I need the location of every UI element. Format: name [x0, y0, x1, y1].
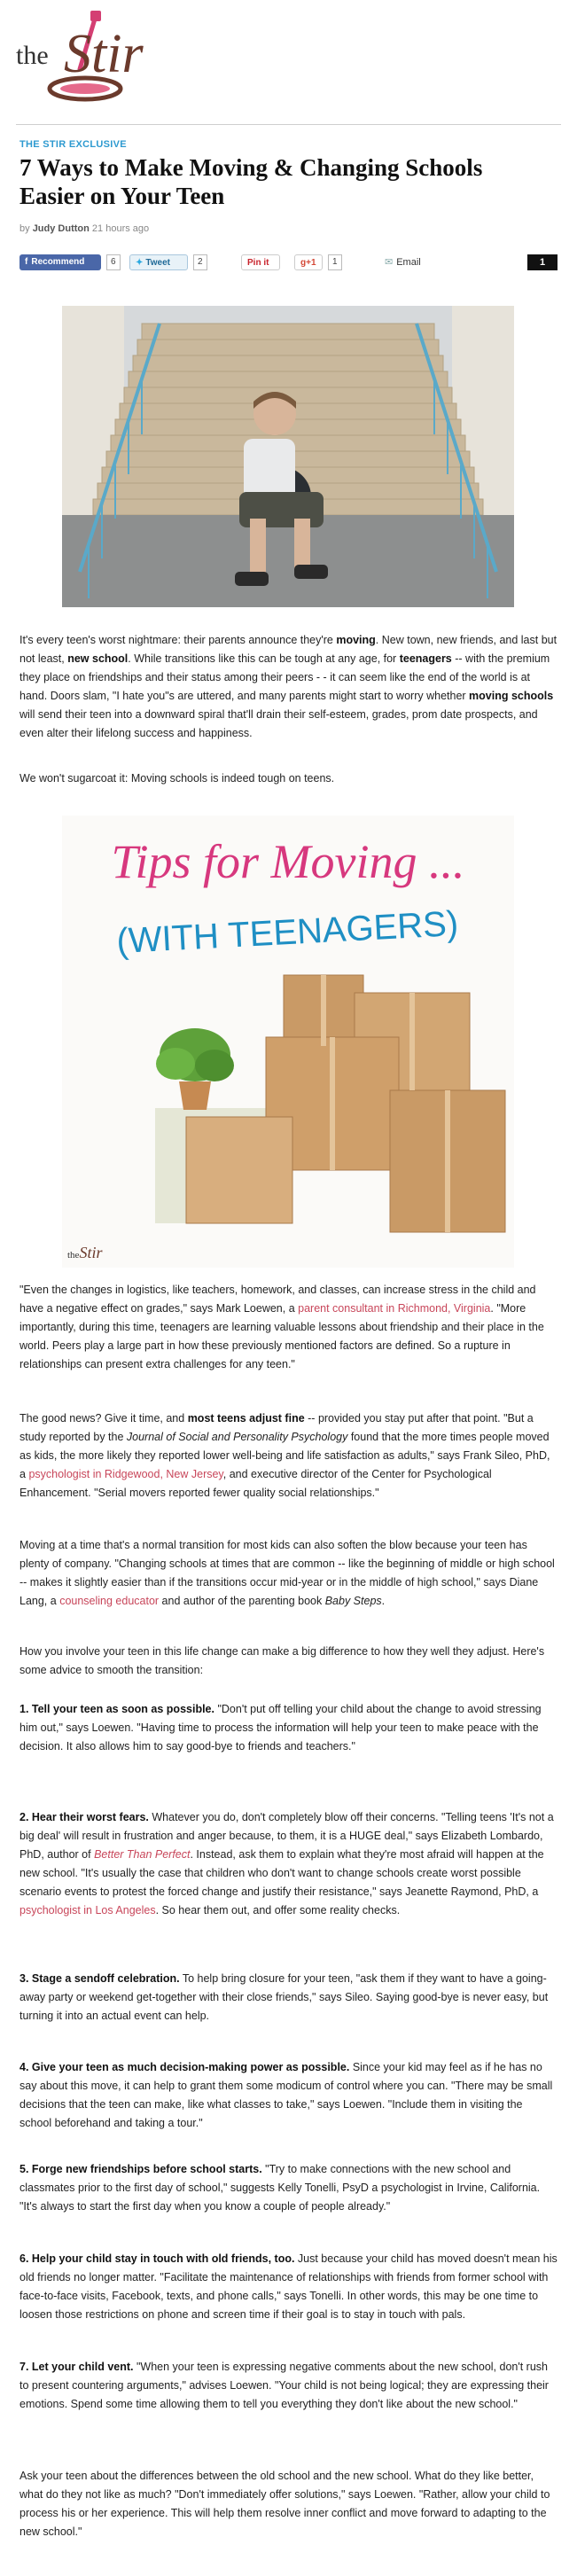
gplus-count: 1: [328, 254, 342, 270]
tweet-count: 2: [193, 254, 207, 270]
paragraph-1: It's every teen's worst nightmare: their parents announce they're moving. New town, new friends, and last but not least, new school. While transitions like this can be tough at any age, for teenagers -- with the premium they place on friendships and their status among their peers - - it can seem like the end of the world is at hand. Doors slam, "I hate you"s are uttered, and many parents might start to worry whether moving schools will send their teen into a downward spiral that'll drain their self-esteem, grades, prom date prospects, and even alter their lifelong success and happiness.: [19, 634, 558, 739]
inline-link[interactable]: Better Than Perfect: [94, 1848, 191, 1861]
pin-it-button[interactable]: Pin it: [241, 254, 280, 270]
bold-text: 7. Let your child vent.: [19, 2361, 134, 2373]
tip-6: 6. Help your child stay in touch with old friends, too. Just because your child has moved doesn't mean his old friends no longer matter. "Facilitate the maintenance of relationships with friends from former school with face-to-face visits, Facebook, texts, and phone calls," says Tonelli. In other words, this may be one time to loosen those restrictions on phone and screen time if their goal is to stay in touch with pals.: [19, 2252, 558, 2321]
italic-text: Baby Steps: [324, 1595, 382, 1607]
inline-link[interactable]: parent consultant in Richmond, Virginia: [298, 1302, 491, 1315]
bold-text: 1. Tell your teen as soon as possible.: [19, 1703, 214, 1715]
bold-text: 3. Stage a sendoff celebration.: [19, 1972, 180, 1985]
banner-line-1: Tips for Moving ...: [111, 835, 465, 888]
header-divider: [16, 124, 561, 125]
banner-watermark-logo: theStir: [67, 1244, 103, 1261]
bold-text: most teens adjust fine: [187, 1412, 305, 1425]
share-bar: [19, 254, 558, 274]
logo-main: Stir: [64, 24, 144, 84]
article-kicker[interactable]: THE STIR EXCLUSIVE: [19, 139, 127, 150]
article-title: 7 Ways to Make Moving & Changing Schools Easier on Your Teen: [19, 154, 483, 209]
paragraph-6: How you involve your teen in this life change can make a big difference to how they well they adjust. Here's some advice to smooth the transition:: [19, 1645, 545, 1676]
bold-text: 4. Give your teen as much decision-making power as possible.: [19, 2061, 350, 2073]
paragraph-3: "Even the changes in logistics, like teachers, homework, and classes, can increase stress in the child and have a negative effect on grades," says Mark Loewen, a parent consultant in Richmond, Virginia. "More importantly, during this time, teenagers are learning valuable lessons about friendship and their place in the world. Peers play a large part in how these previously mentioned factors are defined. So a rupture in relationships can present extra challenges for any teen.": [19, 1284, 544, 1370]
twitter-bird-icon: ✦: [136, 258, 144, 268]
google-plus-button[interactable]: g+1: [294, 254, 323, 270]
banner-line-2: (WITH TEENAGERS): [115, 903, 460, 962]
envelope-icon: ✉: [385, 257, 394, 268]
inline-link[interactable]: counseling educator: [59, 1595, 160, 1607]
article-photo-teen-on-stairs: [62, 306, 514, 607]
tip-5: 5. Forge new friendships before school starts. "Try to make connections with the new school and classmates prior to the first day of school," suggests Kelly Tonelli, PsyD a psychologist in Irvine, California. "It's always to start the first day when you know a couple of people already.": [19, 2163, 541, 2213]
email-button[interactable]: [385, 254, 421, 270]
email-label: Email: [396, 257, 421, 268]
comment-count-badge[interactable]: 1: [527, 254, 558, 270]
tip-4: 4. Give your teen as much decision-making power as possible. Since your kid may feel as if he has no say about this move, it can help to grant them some modicum of control where you can. "There may be small decisions that the teen can make, like what classes to take," says Loewen. "Include them in visiting the school beforehand and taking a tour.": [19, 2061, 553, 2129]
byline: [19, 223, 149, 234]
post-time: 21 hours ago: [91, 223, 150, 234]
recommend-label: Recommend: [31, 257, 85, 267]
author-link[interactable]: Judy Dutton: [32, 223, 90, 234]
byline-by: by: [19, 223, 30, 234]
facebook-recommend-button[interactable]: [19, 254, 101, 270]
tip-2: 2. Hear their worst fears. Whatever you do, don't completely blow off their concerns. "Telling teens 'It's not a big deal' will result in frustration and anger because, to them, it is a HUGE deal," says Elizabeth Lombardo, PhD, author of Better Than Perfect. Instead, ask them to explain what they're most afraid will happen at the new school. "It's usually the case that children who don't want to change schools create worst possible scenario events to protest the forced change and justify their resistance," says Jeanette Raymond, PhD, a psychologist in Los Angeles. So hear them out, and offer some reality checks.: [19, 1811, 554, 1916]
tweet-label: Tweet: [145, 258, 170, 268]
bold-text: moving schools: [469, 690, 554, 702]
paragraph-closing: Ask your teen about the differences between the old school and the new school. What do they like better, what do they not like as much? "Don't immediately offer solutions," says Loewen. "Rather, allow your child to process his or her experience. This will help them resolve inner conflict and move forward to adapting to the new school.": [19, 2470, 550, 2538]
inline-link[interactable]: psychologist in Ridgewood, New Jersey: [28, 1468, 223, 1480]
facebook-icon: f: [25, 257, 28, 267]
site-logo[interactable]: [16, 7, 220, 113]
italic-text: Journal of Social and Personality Psychology: [126, 1431, 348, 1443]
paragraph-2: We won't sugarcoat it: Moving schools is indeed tough on teens.: [19, 772, 335, 785]
paragraph-5: Moving at a time that's a normal transition for most kids can also soften the blow because your teen has plenty of company. "Changing schools at times that are common -- like the beginning of middle or high school -- makes it slightly easier than if the transitions occur mid-year or in the middle of high school," says Diane Lang, a counseling educator and author of the parenting book Baby Steps.: [19, 1539, 555, 1607]
bold-text: new school: [67, 652, 129, 665]
tip-7: 7. Let your child vent. "When your teen is expressing negative comments about the new school, don't rush to present countering arguments," advises Loewen. "Your child is not being logical; they are expressing their emotions. Spend some time allowing them to tell you everything they don't like about the new school.": [19, 2361, 549, 2410]
paragraph-4: The good news? Give it time, and most teens adjust fine -- provided you stay put after that point. "But a study reported by the Journal of Social and Personality Psychology found that the more times people moved as kids, the more likely they reported lower well-being and life satisfaction as adults," says Frank Sileo, PhD, a psychologist in Ridgewood, New Jersey, and executive director of the Center for Psychological Enhancement. "Serial movers reported fewer quality social relationships.": [19, 1412, 550, 1499]
recommend-count: 6: [106, 254, 121, 270]
bold-text: teenagers: [399, 652, 452, 665]
tweet-button[interactable]: [129, 254, 188, 270]
inline-link[interactable]: psychologist in Los Angeles: [19, 1904, 156, 1916]
logo-prefix: the: [16, 41, 49, 70]
tip-1: 1. Tell your teen as soon as possible. "Don't put off telling your child about the change to avoid stressing him out," says Loewen. "Having time to process the information will help your teen to make peace with the decision. It also allows him to say good-bye to friends and teachers.": [19, 1703, 542, 1752]
bold-text: 2. Hear their worst fears.: [19, 1811, 149, 1823]
bold-text: 6. Help your child stay in touch with old friends, too.: [19, 2252, 295, 2265]
tips-banner-image: [62, 816, 514, 1268]
bold-text: 5. Forge new friendships before school starts.: [19, 2163, 262, 2175]
tip-3: 3. Stage a sendoff celebration. To help bring closure for your teen, "ask them if they want to have a going-away party or weekend get-together with their close friends," says Sileo. Saying good-bye is never easy, but turning it into an actual event can help.: [19, 1972, 549, 2022]
bold-text: moving: [336, 634, 376, 646]
